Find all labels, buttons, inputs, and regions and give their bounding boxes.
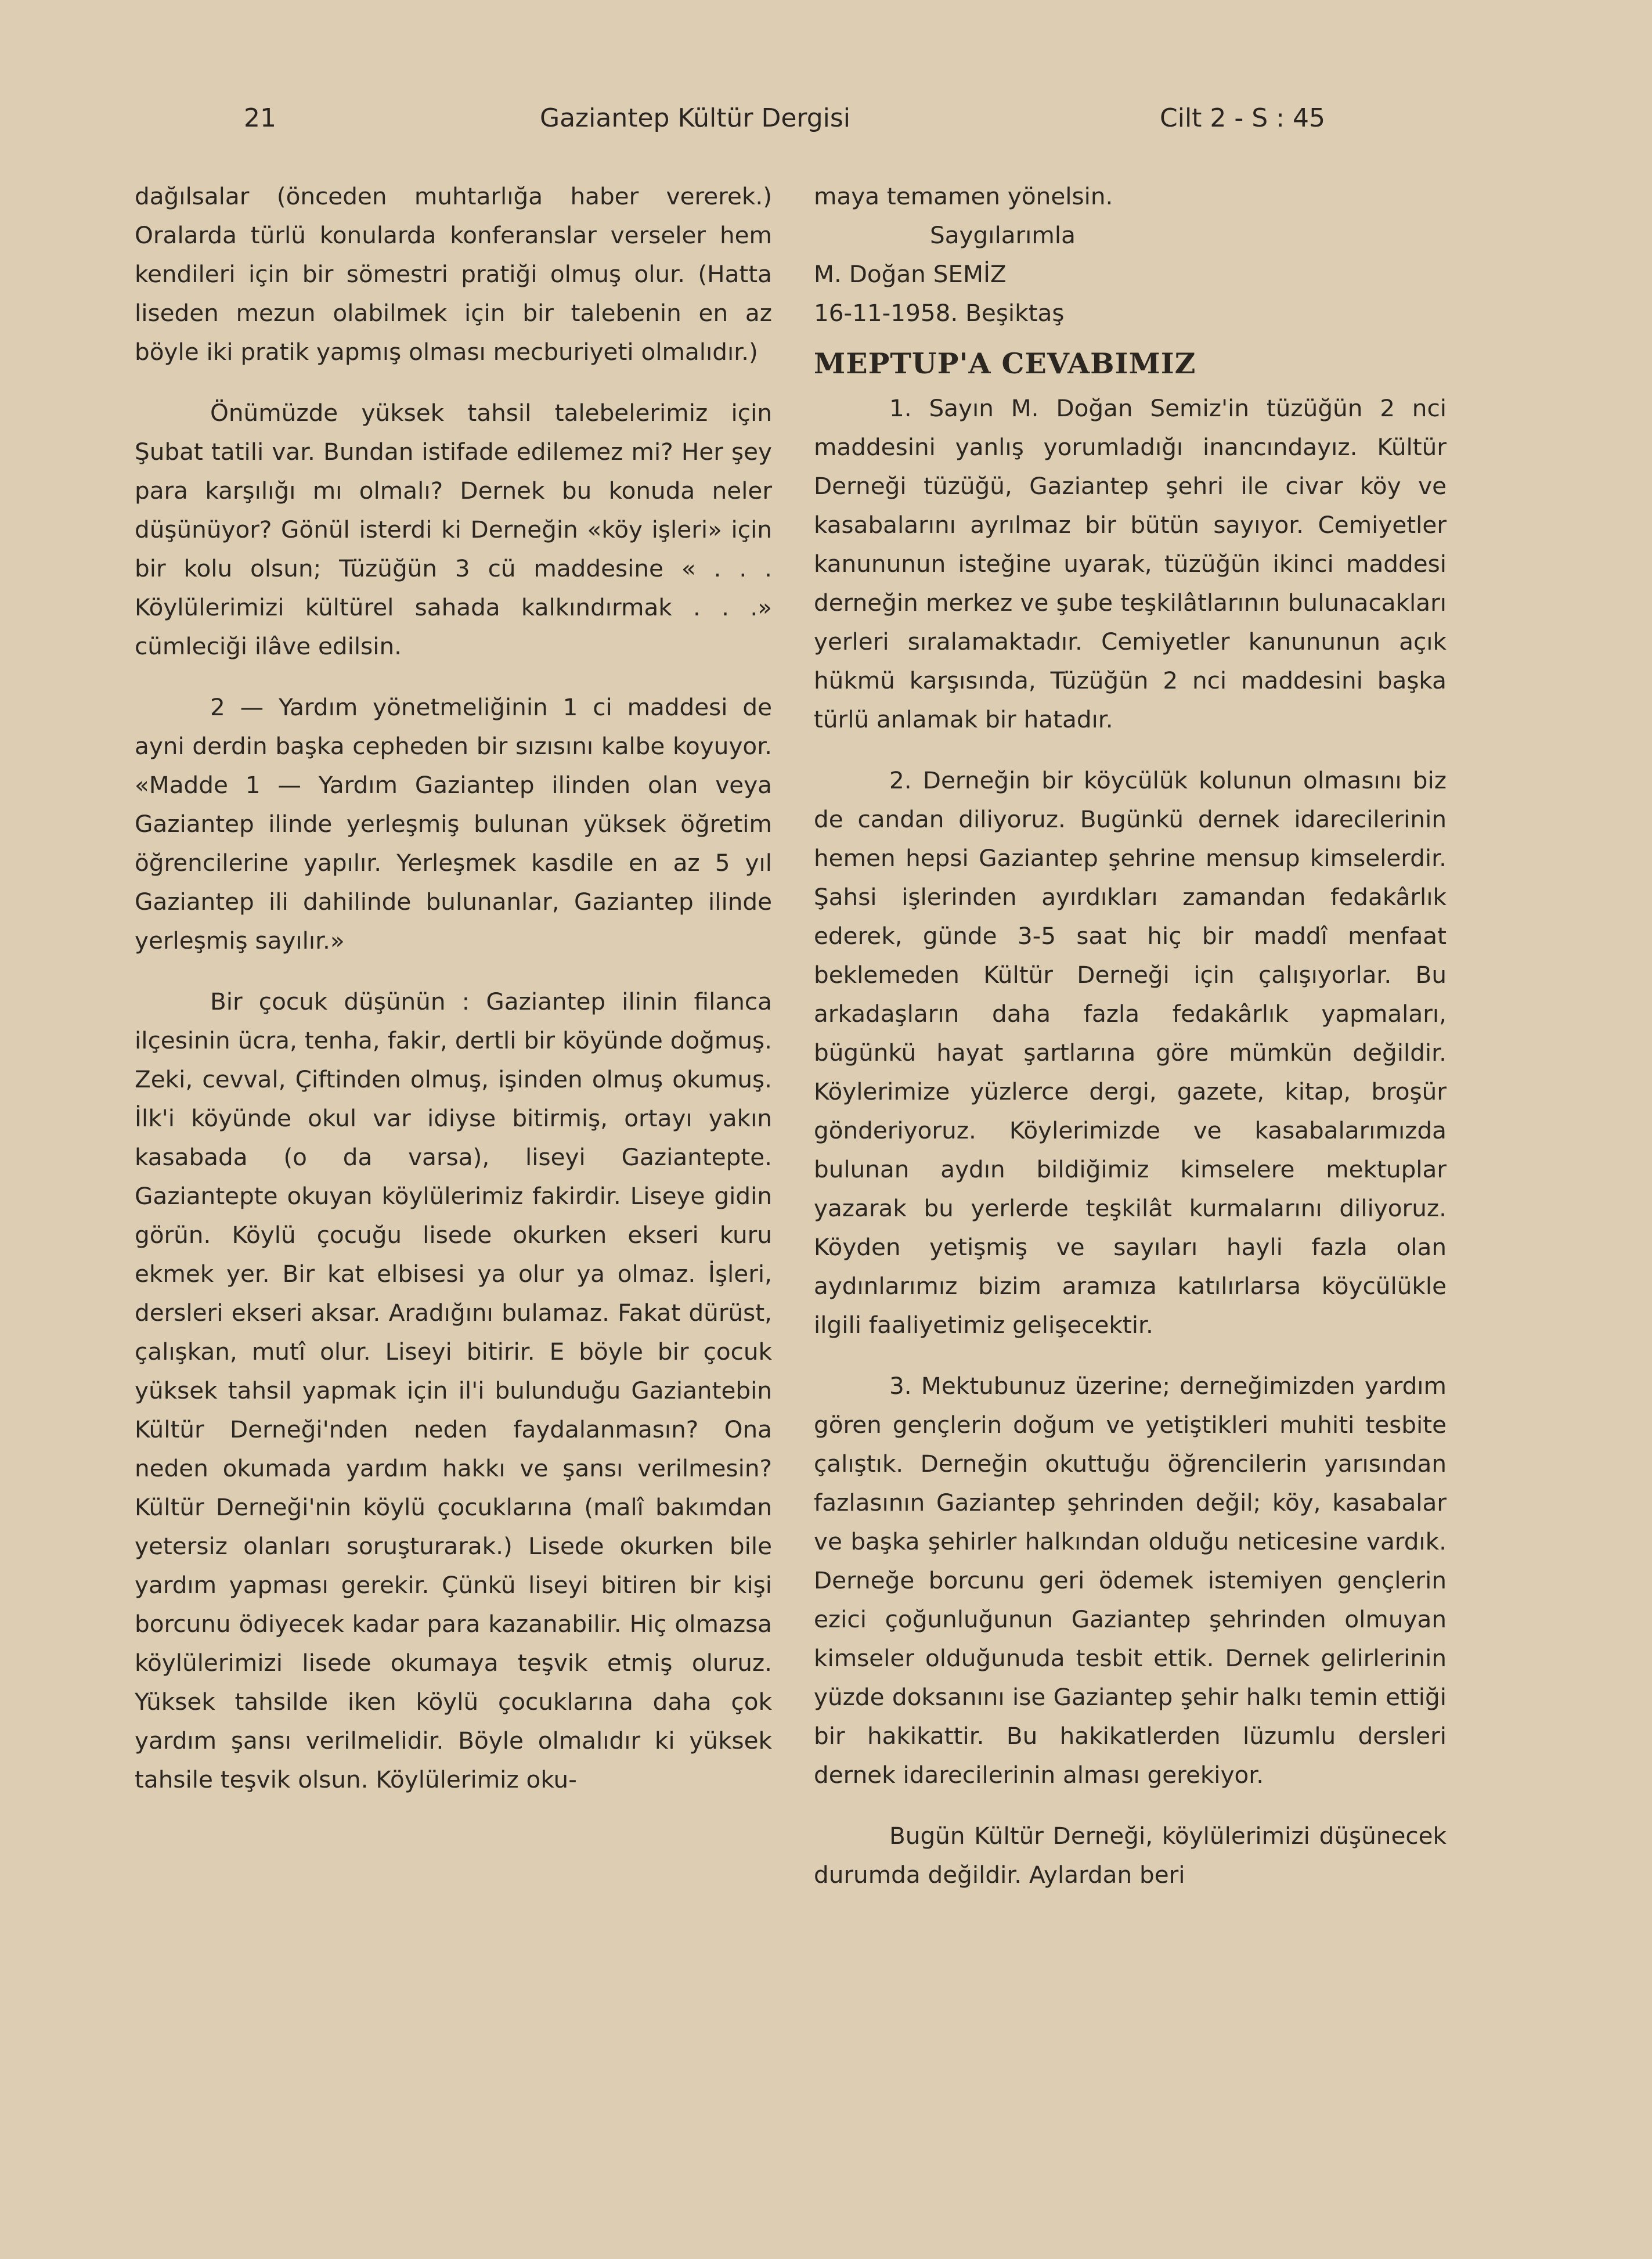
page-number: 21 bbox=[244, 103, 276, 133]
paragraph: 2 — Yardım yönetmeliğinin 1 ci maddesi de ayni derdin başka cepheden bir sızısını kalbe koyuyor. «Madde 1 — Yardım Gaziantep ilinden olan veya Gaziantep ilinde yerleşmiş bulunan yüksek öğretim öğrencilerine yapılır. Yerleşmek kasdile en az 5 yıl Gaziantep ili dahilinde bulunanlar, Gaziantep ilinde yerleşmiş sayılır.» bbox=[135, 693, 772, 954]
left-column bbox=[135, 177, 772, 1799]
paragraph: Bir çocuk düşünün : Gaziantep ilinin filanca ilçesinin ücra, tenha, fakir, dertli bir köyünde doğmuş. Zeki, cevval, Çiftinden olmuş, işinden olmuş okumuş. İlk'i köyünde okul var idiyse bitirmiş, ortayı yakın kasabada (o da varsa), liseyi Gaziantepte. Gaziantepte okuyan köylülerimiz fakirdir. Liseye gidin görün. Köylü çocuğu lisede okurken ekseri kuru ekmek yer. Bir kat elbisesi ya olur ya olmaz. İşleri, dersleri ekseri aksar. Aradığını bulamaz. Fakat dürüst, çalışkan, mutî olur. Liseyi bitirir. E böyle bir çocuk yüksek tahsil yapmak için il'i bulunduğu Gaziantebin Kültür Derneği'nden neden faydalanmasın? Ona neden okumada yardım hakkı ve şansı verilmesin? Kültür Derneği'nin köylü çocuklarına (malî bakımdan yetersiz olanları soruşturarak.) Lisede okurken bile yardım yapması gerekir. Çünkü liseyi bitiren bir kişi borcunu ödiyecek kadar para kazanabilir. Hiç olmazsa köylülerimizi lisede okumaya teşvik etmiş oluruz. Yüksek tahsilde iken köylü çocuklarına daha çok yardım şansı verilmelidir. Böyle olmalıdır ki yüksek tahsile teşvik olsun. Köylülerimiz oku- bbox=[135, 988, 772, 1793]
signature-name: M. Doğan SEMİZ bbox=[814, 260, 1007, 288]
signature-date: 16-11-1958. Beşiktaş bbox=[814, 299, 1065, 327]
article-title: MEPTUP'A CEVABIMIZ bbox=[814, 347, 1196, 380]
paragraph: 3. Mektubunuz üzerine; derneğimizden yardım gören gençlerin doğum ve yetiştikleri muhiti tesbite çalıştık. Derneğin okuttuğu öğrencilerin yarısından fazlasının Gaziantep şehrinden değil; köy, kasabalar ve başka şehirler halkından olduğu neticesine vardık. Derneğe borcunu geri ödemek istemiyen gençlerin ezici çoğunluğunun Gaziantep şehrinden olmuyan kimseler olduğunuda tesbit ettik. Dernek gelirlerinin yüzde doksanını ise Gaziantep şehir halkı temin ettiği bir hakikattir. Bu hakikatlerden lüzumlu dersleri dernek idarecilerinin alması gerekiyor. bbox=[814, 1372, 1447, 1789]
paragraph: 1. Sayın M. Doğan Semiz'in tüzüğün 2 nci maddesini yanlış yorumladığı inancındayız. Kültür Derneği tüzüğü, Gaziantep şehri ile civar köy ve kasabalarını ayrılmaz bir bütün sayıyor. Cemiyetler kanununun isteğine uyarak, tüzüğün ikinci maddesi derneğin merkez ve şube teşkilâtlarının bulunacakları yerleri sıralamaktadır. Cemiyetler kanununun açık hükmü karşısında, Tüzüğün 2 nci maddesini başka türlü anlamak bir hatadır. bbox=[814, 394, 1447, 733]
page-header bbox=[0, 103, 1652, 144]
journal-title: Gaziantep Kültür Dergisi bbox=[540, 103, 851, 133]
paragraph: maya temamen yönelsin. bbox=[814, 182, 1113, 210]
volume-issue: Cilt 2 - S : 45 bbox=[1160, 103, 1325, 133]
paragraph: 2. Derneğin bir köycülük kolunun olmasını biz de candan diliyoruz. Bugünkü dernek idarecilerinin hemen hepsi Gaziantep şehrine mensup kimselerdir. Şahsi işlerinden ayırdıkları zamandan fedakârlık ederek, günde 3-5 saat hiç bir maddî menfaat beklemeden Kültür Derneği için çalışıyorlar. Bu arkadaşların daha fazla fedakârlık yapmaları, bügünkü hayat şartlarına göre mümkün değildir. Köylerimize yüzlerce dergi, gazete, kitap, broşür gönderiyoruz. Köylerimizde ve kasabalarımızda bulunan aydın bildiğimiz kimselere mektuplar yazarak bu yerlerde teşkilât kurmalarını diliyoruz. Köyden yetişmiş ve sayıları hayli fazla olan aydınlarımız bizim aramıza katılırlarsa köycülükle ilgili faaliyetimiz gelişecektir. bbox=[814, 766, 1447, 1339]
salutation: Saygılarımla bbox=[930, 221, 1076, 249]
paragraph: dağılsalar (önceden muhtarlığa haber vererek.) Oralarda türlü konularda konferanslar verseler hem kendileri için bir sömestri pratiği olmuş olur. (Hatta liseden mezun olabilmek için bir talebenin en az böyle iki pratik yapmış olması mecburiyeti olmalıdır.) bbox=[135, 182, 772, 366]
paragraph: Bugün Kültür Derneği, köylülerimizi düşünecek durumda değildir. Aylardan beri bbox=[814, 1822, 1447, 1889]
paragraph: Önümüzde yüksek tahsil talebelerimiz için Şubat tatili var. Bundan istifade edilemez mi? Her şey para karşılığı mı olmalı? Dernek bu konuda neler düşünüyor? Gönül isterdi ki Derneğin «köy işleri» için bir kolu olsun; Tüzüğün 3 cü maddesine « . . . Köylülerimizi kültürel sahada kalkındırmak . . .» cümleciği ilâve edilsin. bbox=[135, 399, 772, 660]
right-column bbox=[814, 177, 1447, 1894]
